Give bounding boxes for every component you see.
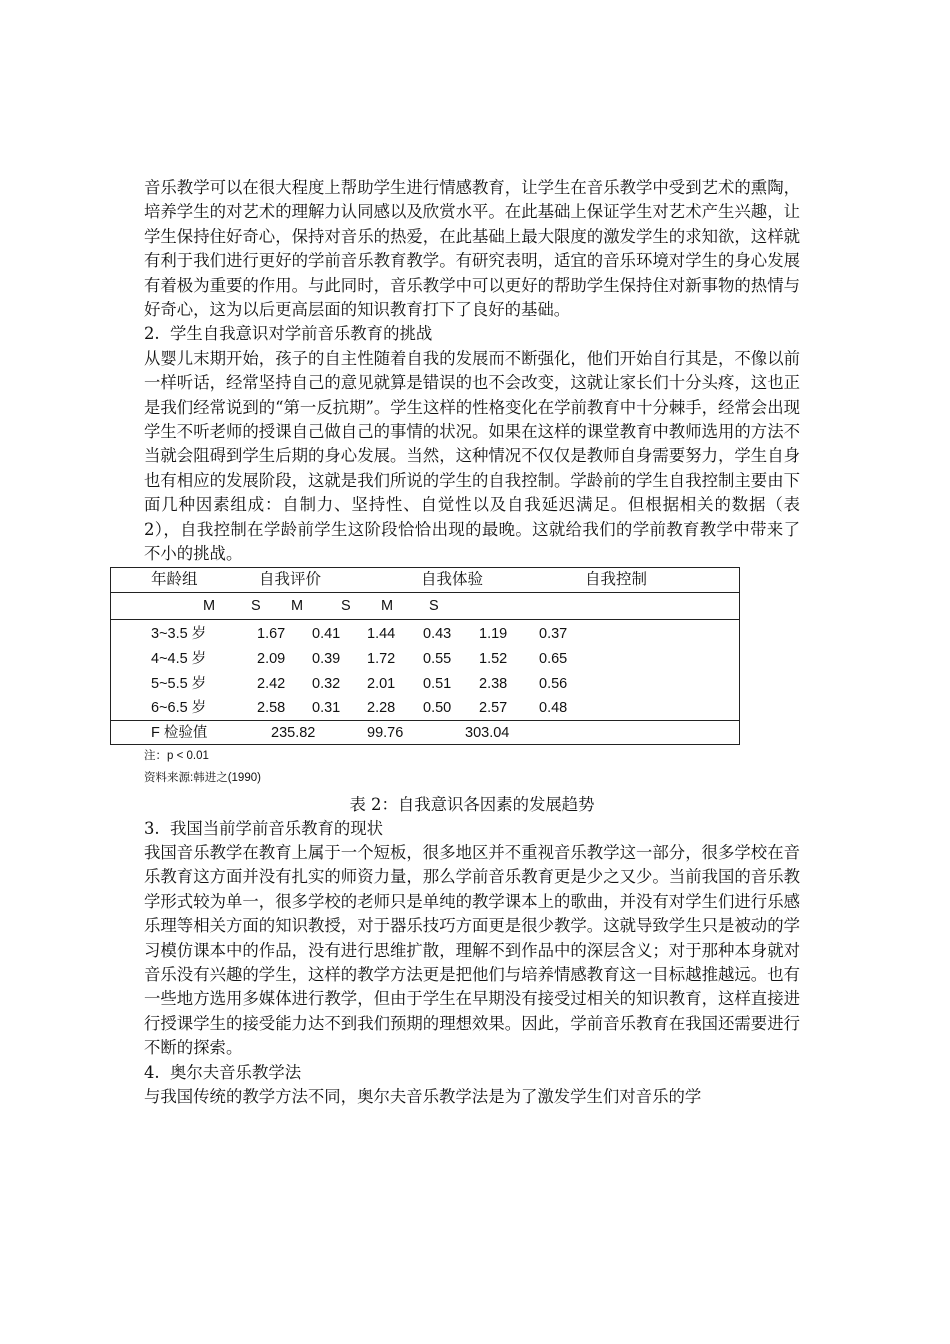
table-row	[111, 647, 739, 672]
paragraph-self-awareness: 从婴儿末期开始，孩子的自主性随着自我的发展而不断强化，他们开始自行其是，不像以前一样听话，经常坚持自己的意见就算是错误的也不会改变，这就让家长们十分头疼，这也正是我们经常说到的“第一反抗期”。学生这样的性格变化在学前教育中十分棘手，经常会出现学生不听老师的授课自己做自己的事情的状况。如果在这样的课堂教育中教师选用的方法不当就会阻碍到学生后期的身心发展。当然，这种情况不仅仅是教师自身需要努力，学生自身也有相应的发展阶段，这就是我们所说的学生的自我控制。学龄前的学生自我控制主要由下面几种因素组成：自制力、坚持性、自觉性以及自我延迟满足。但根据相关的数据（表 2），自我控制在学龄前学生这阶段恰恰出现的最晚。这就给我们的学前教育教学中带来了不小的挑战。	[144, 348, 800, 564]
value-cell: 0.32	[312, 675, 341, 692]
f-value-control: 303.04	[465, 724, 510, 741]
f-value-experience: 99.76	[367, 724, 404, 741]
heading-number: 3.	[144, 818, 160, 838]
document-page	[144, 176, 800, 1109]
value-cell: 0.65	[539, 650, 568, 667]
header-age-group: 年龄组	[151, 569, 198, 588]
f-value-evaluation: 235.82	[271, 724, 316, 741]
paragraph-orff-method: 与我国传统的教学方法不同，奥尔夫音乐教学法是为了激发学生们对音乐的学	[144, 1086, 702, 1106]
section-heading-2	[144, 322, 800, 346]
age-cell: 6~6.5 岁	[151, 699, 207, 716]
paragraph-current-status: 我国音乐教学在教育上属于一个短板，很多地区并不重视音乐教学这一部分，很多学校在音乐教育这方面并没有扎实的师资力量，那么学前音乐教育更是少之又少。当前我国的音乐教学形式较为单一，很多学校的老师只是单纯的教学课本上的歌曲，并没有对学生们进行乐感乐理等相关方面的知识教授，对于器乐技巧方面更是很少教学。这就导致学生只是被动的学习模仿课本中的作品，没有进行思维扩散，理解不到作品中的深层含义；对于那种本身就对音乐没有兴趣的学生，这样的教学方法更是把他们与培养情感教育这一目标越推越远。也有一些地方选用多媒体进行教学，但由于学生在早期没有接受过相关的知识教育，这样直接进行授课学生的接受能力达不到我们预期的理想效果。因此，学前音乐教育在我国还需要进行不断的探索。	[144, 842, 800, 1058]
heading-number: 2.	[144, 324, 160, 344]
table-row	[111, 697, 739, 722]
age-cell: 5~5.5 岁	[151, 675, 207, 692]
value-cell: 2.09	[257, 650, 286, 667]
table-source: 资料来源:韩进之(1990)	[144, 771, 261, 784]
header-self-evaluation: 自我评价	[259, 569, 322, 588]
f-test-label: F 检验值	[151, 724, 208, 741]
header-self-experience: 自我体验	[421, 569, 484, 588]
heading-text: 学生自我意识对学前音乐教育的挑战	[170, 324, 433, 344]
value-cell: 2.38	[479, 675, 508, 692]
value-cell: 0.51	[423, 675, 452, 692]
value-cell: 0.50	[423, 699, 452, 716]
value-cell: 2.42	[257, 675, 286, 692]
table-note: 注：p < 0.01	[144, 749, 209, 762]
sub-s-1: S	[251, 597, 261, 614]
table-subheader-row	[111, 593, 739, 620]
value-cell: 0.31	[312, 699, 341, 716]
section-heading-4	[144, 1061, 800, 1085]
heading-text: 我国当前学前音乐教育的现状	[170, 818, 384, 838]
header-self-control: 自我控制	[585, 569, 648, 588]
table-f-test-row	[111, 720, 739, 745]
sub-m-1: M	[203, 597, 216, 614]
paragraph-music-emotion: 音乐教学可以在很大程度上帮助学生进行情感教育，让学生在音乐教学中受到艺术的熏陶，培养学生的对艺术的理解力认同感以及欣赏水平。在此基础上保证学生对艺术产生兴趣，让学生保持住好奇心，保持对音乐的热爱，在此基础上最大限度的激发学生的求知欲，这样就有利于我们进行更好的学前音乐教育教学。有研究表明，适宜的音乐环境对学生的身心发展有着极为重要的作用。与此同时，音乐教学中可以更好的帮助学生保持住对新事物的热情与好奇心，这为以后更高层面的知识教育打下了良好的基础。	[144, 178, 800, 320]
heading-number: 4.	[144, 1062, 160, 1082]
value-cell: 1.44	[367, 625, 396, 642]
value-cell: 0.55	[423, 650, 452, 667]
value-cell: 1.19	[479, 625, 508, 642]
value-cell: 0.37	[539, 625, 568, 642]
value-cell: 1.67	[257, 625, 286, 642]
sub-s-3: S	[429, 597, 439, 614]
age-cell: 3~3.5 岁	[151, 625, 207, 642]
value-cell: 0.43	[423, 625, 452, 642]
sub-m-3: M	[381, 597, 394, 614]
data-table	[110, 567, 740, 745]
table-row	[111, 622, 739, 647]
age-cell: 4~4.5 岁	[151, 650, 207, 667]
sub-s-2: S	[341, 597, 351, 614]
section-heading-3	[144, 817, 800, 841]
value-cell: 2.01	[367, 675, 396, 692]
value-cell: 0.39	[312, 650, 341, 667]
table-caption: 表 2：自我意识各因素的发展趋势	[349, 794, 595, 814]
table-row	[111, 672, 739, 697]
value-cell: 0.48	[539, 699, 568, 716]
value-cell: 1.52	[479, 650, 508, 667]
value-cell: 2.28	[367, 699, 396, 716]
heading-text: 奥尔夫音乐教学法	[170, 1062, 302, 1082]
table-header-row	[111, 568, 739, 593]
value-cell: 2.57	[479, 699, 508, 716]
value-cell: 0.41	[312, 625, 341, 642]
sub-m-2: M	[291, 597, 304, 614]
value-cell: 2.58	[257, 699, 286, 716]
value-cell: 0.56	[539, 675, 568, 692]
value-cell: 1.72	[367, 650, 396, 667]
